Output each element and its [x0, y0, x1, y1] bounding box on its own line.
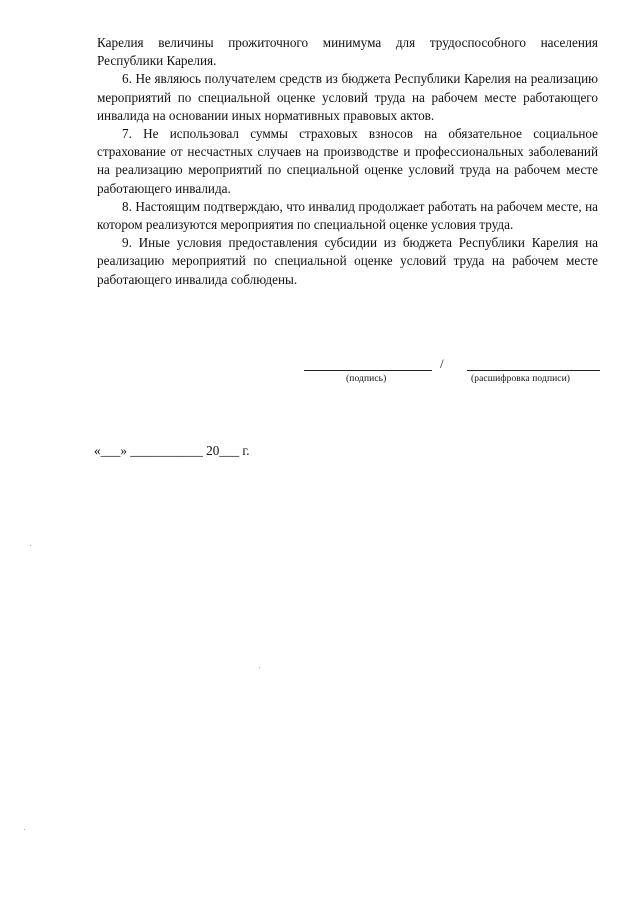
scan-speck	[259, 667, 260, 668]
paragraph-continuation: Карелия величины прожиточного минимума для трудоспособного населения Республики Карелия.	[97, 35, 598, 69]
signature-block	[304, 355, 600, 395]
date-field: «___» ___________ 20___ г.	[94, 443, 250, 458]
signature-caption: (подпись)	[346, 374, 387, 384]
paragraph-7: 7. Не использовал суммы страховых взносов на обязательное социальное страхование от несчастных случаев на производстве и профессиональных заболеваний на реализацию мероприятий по специальной оценке условий труда на рабочем месте работающего инвалида.	[97, 126, 598, 196]
scan-speck	[30, 545, 31, 546]
signature-line	[304, 370, 432, 371]
paragraph-6: 6. Не являюсь получателем средств из бюджета Республики Карелия на реализацию мероприятий по специальной оценке условий труда на рабочем месте работающего инвалида на основании иных нормативных правовых актов.	[97, 71, 598, 123]
body-text	[97, 34, 598, 289]
decoding-caption: (расшифровка подписи)	[471, 374, 571, 384]
paragraph-8: 8. Настоящим подтверждаю, что инвалид продолжает работать на рабочем месте, на котором реализуются мероприятия по специальной оценке условия труда.	[97, 198, 598, 233]
scan-speck	[24, 829, 25, 830]
decoding-line	[467, 370, 600, 371]
paragraph-9: 9. Иные условия предоставления субсидии из бюджета Республики Карелия на реализацию мероприятий по специальной оценке условий труда на рабочем месте работающего инвалида соблюдены.	[97, 235, 598, 287]
signature-separator: /	[440, 356, 444, 371]
